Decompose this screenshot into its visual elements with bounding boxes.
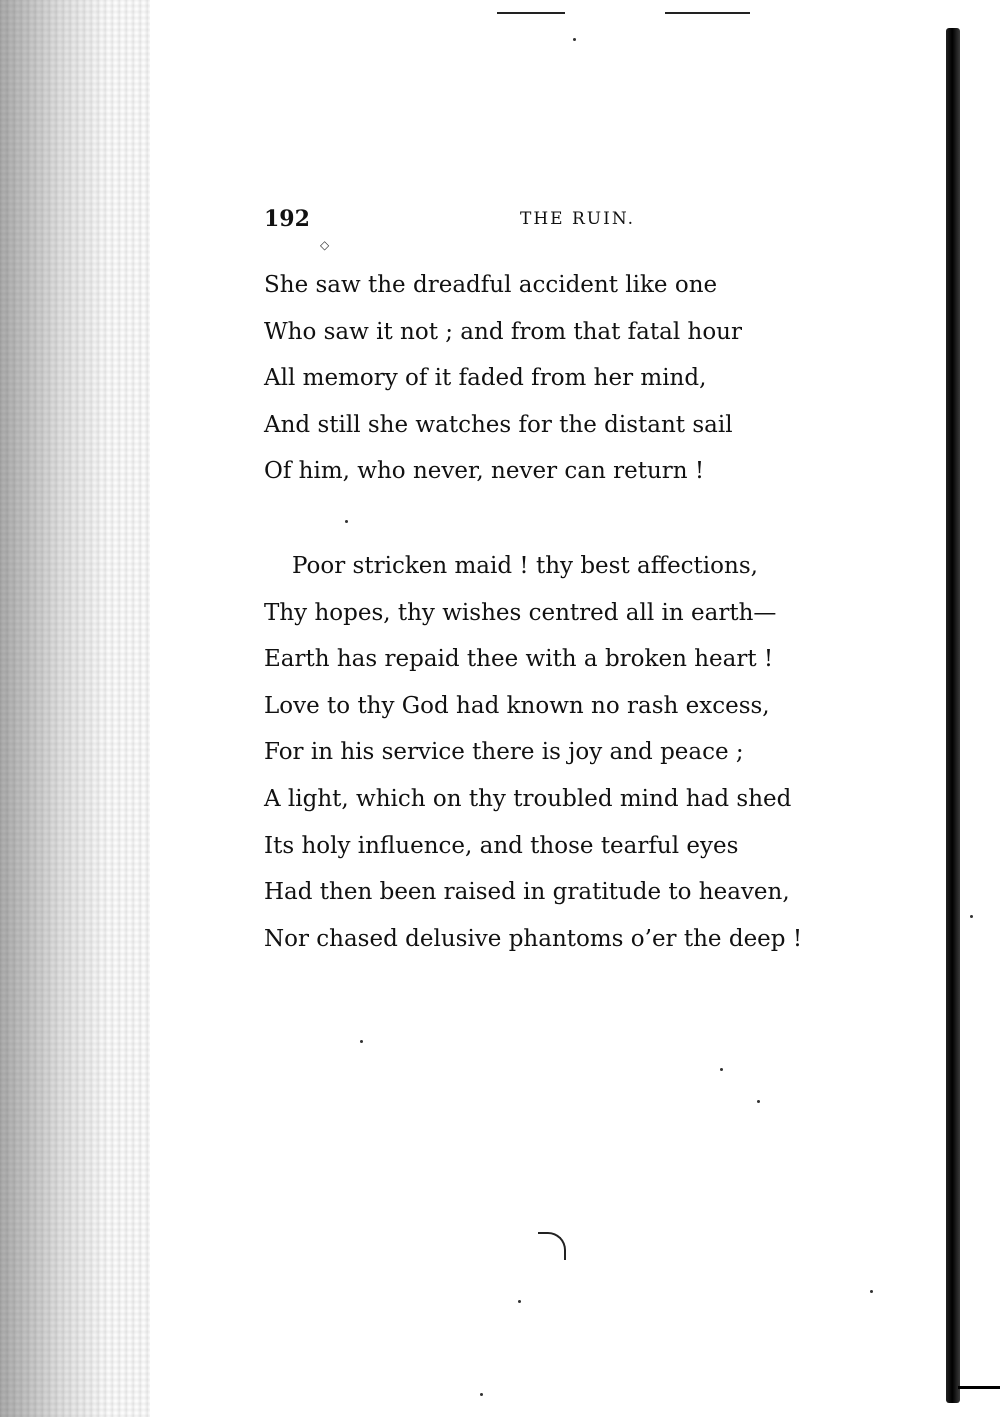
verse-line: Earth has repaid thee with a broken heart ! bbox=[264, 646, 774, 673]
ink-mark bbox=[538, 1232, 566, 1260]
verse-line: All memory of it faded from her mind, bbox=[264, 365, 707, 392]
ink-speck bbox=[480, 1393, 483, 1396]
top-rule-left bbox=[497, 12, 565, 14]
verse-line: Love to thy God had known no rash excess, bbox=[264, 692, 770, 719]
page-edge-foot-rule bbox=[958, 1386, 1000, 1389]
ornament-icon: ◇ bbox=[320, 238, 330, 252]
scanned-page-edge bbox=[946, 28, 960, 1403]
page-title: THE RUIN. bbox=[520, 209, 636, 229]
ink-speck bbox=[720, 1068, 723, 1071]
verse-line: She saw the dreadful accident like one bbox=[264, 272, 718, 298]
verse-line: A light, which on thy troubled mind had shed bbox=[264, 785, 792, 812]
running-head bbox=[264, 206, 824, 236]
scanned-gutter-shadow bbox=[0, 0, 150, 1417]
stanza-2 bbox=[264, 543, 844, 962]
verse-line: For in his service there is joy and peace ; bbox=[264, 739, 744, 766]
ink-speck bbox=[870, 1290, 873, 1293]
ink-speck bbox=[970, 915, 973, 918]
verse-line: Of him, who never, never can return ! bbox=[264, 458, 705, 485]
ink-speck bbox=[360, 1040, 363, 1043]
ink-speck bbox=[345, 520, 348, 523]
verse-line: Had then been raised in gratitude to heaven, bbox=[264, 879, 790, 906]
verse-line: Thy hopes, thy wishes centred all in earth— bbox=[264, 599, 777, 626]
stanza-1 bbox=[264, 262, 844, 495]
ink-speck bbox=[757, 1100, 760, 1103]
verse-line: Poor stricken maid ! thy best affections, bbox=[292, 553, 758, 579]
ink-speck bbox=[573, 38, 576, 41]
page-number: 192 bbox=[264, 206, 310, 232]
ink-speck bbox=[518, 1300, 521, 1303]
verse-line: And still she watches for the distant sail bbox=[264, 411, 733, 438]
verse-line: Nor chased delusive phantoms o’er the deep ! bbox=[264, 925, 803, 952]
verse-line: Who saw it not ; and from that fatal hour bbox=[264, 318, 742, 345]
top-rule-right bbox=[665, 12, 750, 14]
verse-line: Its holy influence, and those tearful eyes bbox=[264, 832, 739, 859]
